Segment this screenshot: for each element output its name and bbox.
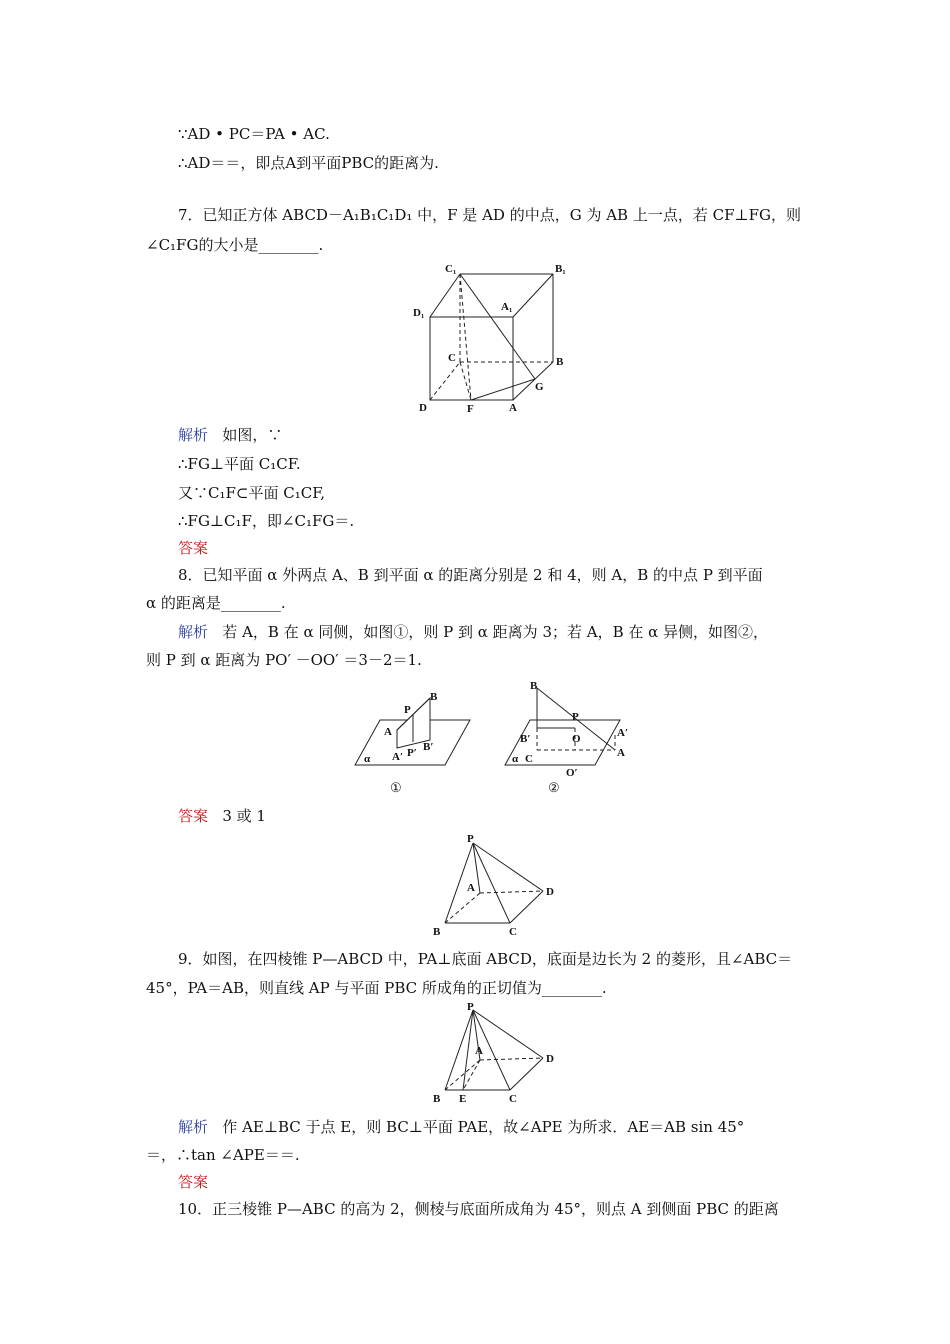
fig1-label-p: P: [404, 704, 411, 716]
question-8-line2: α 的距离是________.: [146, 594, 286, 612]
solution-9-line2: ＝，∴tan ∠APE＝＝.: [146, 1146, 300, 1164]
fig2-caption: ②: [548, 780, 560, 795]
answer-8-line: [178, 806, 266, 826]
fig1-label-p-prime: P′: [407, 747, 417, 759]
fig2-label-a: A: [617, 747, 625, 759]
solution-9-text1: 作 AE⊥BC 于点 E，则 BC⊥平面 PAE，故∠APE 为所求．AE＝AB sin 45°: [222, 1118, 745, 1136]
pyr1-label-a: A: [467, 882, 475, 894]
answer-7-label: 答案: [178, 539, 209, 557]
fig1-label-b-prime: B′: [423, 741, 434, 753]
fig2-label-b-prime: B′: [520, 733, 531, 745]
cube-label-c1: C₁: [445, 263, 457, 275]
fig2-label-alpha: α: [512, 753, 519, 765]
fig1-label-a: A: [384, 726, 392, 738]
pyr2-label-d: D: [546, 1053, 554, 1065]
cube-label-f: F: [467, 403, 474, 415]
answer-9-label: 答案: [178, 1173, 209, 1191]
question-10-line1: 10．正三棱锥 P—ABC 的高为 2，侧棱与底面所成角为 45°，则点 A 到侧面 PBC 的距离: [178, 1200, 779, 1218]
line-l1: ∵AD • PC＝PA • AC.: [178, 125, 330, 143]
solution-7-text1: 如图，∵: [222, 426, 283, 444]
pyr1-label-p: P: [467, 833, 474, 845]
pyr1-label-d: D: [546, 886, 554, 898]
fig2-label-a-prime: A′: [617, 727, 629, 739]
pyramid-figure-1: [425, 833, 555, 938]
solution-label: 解析: [178, 426, 209, 444]
cube-label-a: A: [509, 402, 517, 414]
pyr1-label-c: C: [509, 926, 517, 938]
pyr2-label-e: E: [459, 1093, 467, 1105]
solution-8-text1: 若 A，B 在 α 同侧，如图①，则 P 到 α 距离为 3；若 A，B 在 α 异侧，如图②，: [222, 623, 769, 641]
fig1-label-a-prime: A′: [392, 751, 404, 763]
fig2-label-b: B: [530, 680, 538, 692]
cube-label-c: C: [448, 352, 456, 364]
solution-label: 解析: [178, 1118, 209, 1136]
cube-label-d: D: [419, 402, 427, 414]
answer-label: 答案: [178, 807, 209, 825]
question-9-line2: 45°，PA＝AB，则直线 AP 与平面 PBC 所成角的正切值为________.: [146, 979, 607, 997]
answer-8-value: 3 或 1: [222, 807, 266, 825]
solution-label: 解析: [178, 623, 209, 641]
pyr2-label-a: A: [475, 1045, 483, 1057]
pyr2-label-c: C: [509, 1093, 517, 1105]
solution-7-line1: [178, 425, 282, 445]
solution-7-line4: ∴FG⊥C₁F，即∠C₁FG＝.: [178, 512, 355, 530]
cube-label-b1: B₁: [555, 263, 566, 275]
question-7-line2: ∠C₁FG的大小是________.: [146, 236, 324, 254]
fig1-label-b: B: [430, 691, 438, 703]
cube-label-g: G: [535, 381, 544, 393]
solution-7-line2: ∴FG⊥平面 C₁CF.: [178, 455, 301, 473]
cube-figure: [405, 262, 605, 422]
cube-label-d1: D₁: [413, 307, 425, 319]
figure-8-opposite-side: [500, 680, 640, 800]
solution-7-line3: 又∵C₁F⊂平面 C₁CF,: [178, 484, 326, 502]
solution-9-line1: [178, 1117, 744, 1137]
pyramid-figure-2: [425, 1002, 560, 1107]
question-9-line1: 9．如图，在四棱锥 P—ABCD 中，PA⊥底面 ABCD，底面是边长为 2 的菱形，且∠ABC＝: [178, 950, 793, 968]
fig1-label-alpha: α: [364, 753, 371, 765]
cube-label-a1: A₁: [501, 301, 513, 313]
fig2-label-o-prime: O′: [566, 767, 578, 779]
pyr1-label-b: B: [433, 926, 441, 938]
fig2-label-c: C: [525, 753, 533, 765]
question-8-line1: 8．已知平面 α 外两点 A、B 到平面 α 的距离分别是 2 和 4，则 A，B 的中点 P 到平面: [178, 566, 763, 584]
pyr2-label-b: B: [433, 1093, 441, 1105]
line-l2: ∴AD＝＝，即点A到平面PBC的距离为.: [178, 154, 439, 172]
fig2-label-p: P: [572, 711, 579, 723]
question-7-line1: 7．已知正方体 ABCD－A₁B₁C₁D₁ 中，F 是 AD 的中点，G 为 AB 上一点，若 CF⊥FG，则: [178, 206, 801, 224]
figure-8-same-side: [350, 680, 480, 800]
fig2-label-o: O: [572, 733, 581, 745]
pyr2-label-p: P: [467, 1001, 474, 1013]
solution-8-line1: [178, 622, 768, 642]
cube-label-b: B: [556, 356, 564, 368]
fig1-caption: ①: [390, 780, 402, 795]
solution-8-line2: 则 P 到 α 距离为 PO′ －OO′ ＝3－2＝1.: [146, 651, 422, 669]
